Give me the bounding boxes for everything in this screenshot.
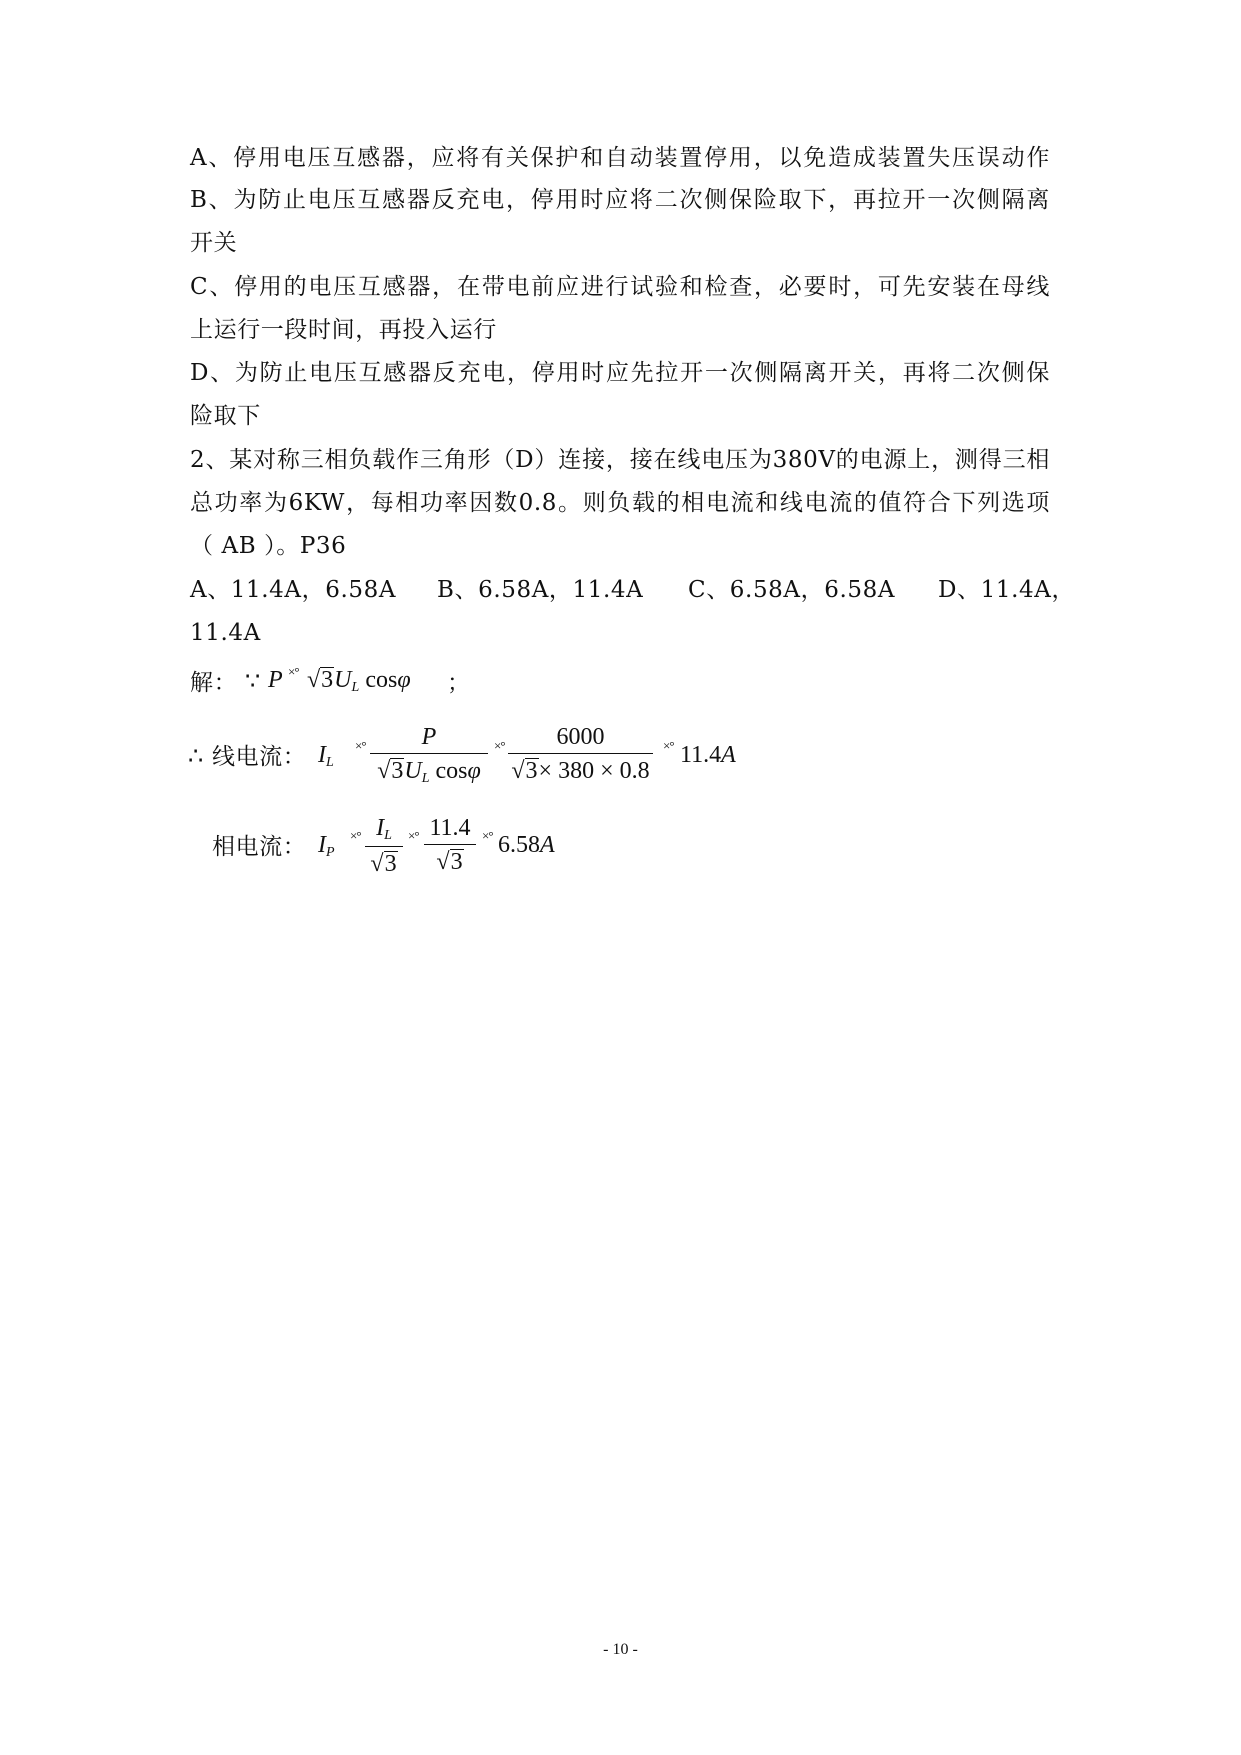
line-current-symbol: $I_L$	[318, 742, 334, 770]
equals-sign: ×°	[408, 828, 419, 843]
power-symbol: P	[268, 667, 283, 693]
equals-sign: ×°	[288, 664, 299, 679]
equals-sign: ×°	[350, 828, 361, 843]
because-symbol: ∵	[245, 669, 261, 695]
option-d-text-cont: 险取下	[190, 403, 261, 429]
line-current-fraction-2: 6000 √3× 380 × 0.8	[508, 724, 653, 785]
answer-option-a: A、11.4A，6.58A	[190, 577, 397, 603]
answer-option-b: B、6.58A，11.4A	[437, 577, 644, 603]
page-number: - 10 -	[603, 1641, 638, 1658]
question-2-text-cont: 总功率为6KW，每相功率因数0.8。则负载的相电流和线电流的值符合下列选项	[190, 490, 1050, 516]
option-b-text: B、为防止电压互感器反充电，停用时应将二次侧保险取下，再拉开一次侧隔离	[190, 187, 1050, 213]
line-current-result: 11.4A	[680, 742, 736, 768]
question-2-text: 2、某对称三相负载作三角形（D）连接，接在线电压为380V的电源上，测得三相	[190, 447, 1050, 473]
equals-sign: ×°	[663, 738, 674, 753]
option-c-text: C、停用的电压互感器，在带电前应进行试验和检查，必要时，可先安装在母线	[190, 274, 1050, 300]
phase-current-fraction-2: 11.4 √3	[424, 815, 476, 876]
semicolon: ；	[447, 670, 471, 696]
answer-option-c: C、6.58A，6.58A	[688, 577, 896, 603]
line-current-label: 线电流：	[212, 744, 307, 770]
option-d-text: D、为防止电压互感器反充电，停用时应先拉开一次侧隔离开关，再将二次侧保	[190, 360, 1050, 386]
line-current-fraction-1: P $√3U_L$ cosφ	[370, 724, 488, 787]
phase-current-label: 相电流：	[212, 834, 307, 860]
option-c-text-cont: 上运行一段时间，再投入运行	[190, 317, 497, 343]
equals-sign: ×°	[482, 828, 493, 843]
phase-current-symbol: $I_P$	[318, 832, 335, 860]
answer-option-d: D、11.4A，	[938, 577, 1076, 603]
phase-current-fraction-1: $I_L$ √3	[365, 815, 403, 878]
power-formula: $√3U_L$ cosφ	[307, 667, 411, 695]
phase-current-result: 6.58A	[498, 832, 555, 858]
equals-sign: ×°	[494, 738, 505, 753]
option-a-text: A、停用电压互感器，应将有关保护和自动装置停用，以免造成装置失压误动作	[190, 145, 1050, 171]
answer-option-d-cont: 11.4A	[190, 620, 261, 646]
solution-label: 解：	[190, 670, 238, 696]
equals-sign: ×°	[355, 738, 366, 753]
option-b-text-cont: 开关	[190, 230, 238, 256]
therefore-symbol: ∴	[188, 744, 204, 770]
question-2-answer: （ AB ）。P36	[190, 533, 347, 559]
